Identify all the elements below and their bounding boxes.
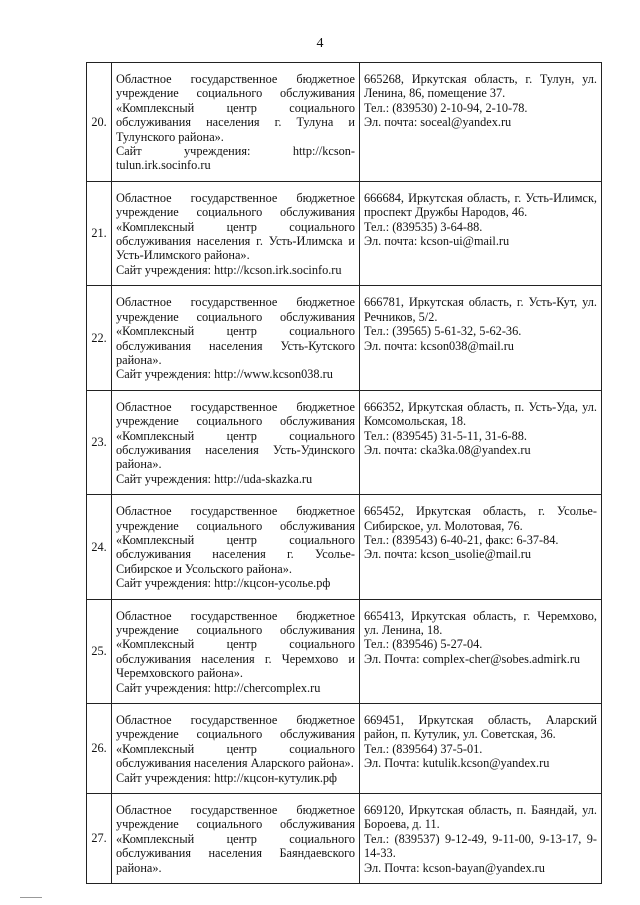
institution-website: Сайт учреждения: http://кцсон-усолье.рф <box>116 576 331 591</box>
row-number: 20. <box>87 63 112 182</box>
institution-name: Областное государственное бюджетное учреждение социального обслуживания «Комплексный центр социального обслуживания населения Аларского района». <box>116 713 355 771</box>
contact-cell <box>360 599 602 703</box>
contact-address: 669120, Иркутская область, п. Баяндай, ул. Бороева, д. 11. <box>364 803 597 832</box>
row-number: 23. <box>87 390 112 494</box>
institution-name: Областное государственное бюджетное учреждение социального обслуживания «Комплексный центр социального обслуживания населения Усть-Кутского района». <box>116 295 355 367</box>
institutions-table <box>86 62 602 884</box>
institution-cell <box>112 390 360 494</box>
row-number: 27. <box>87 794 112 884</box>
contact-cell <box>360 286 602 390</box>
table-row <box>87 599 602 703</box>
institution-website: Сайт учреждения: http://кцсон-кутулик.рф <box>116 770 338 785</box>
contact-address: 665452, Иркутская область, г. Усолье-Сибирское, ул. Молотовая, 76. <box>364 504 597 533</box>
table-row <box>87 181 602 285</box>
contact-cell <box>360 495 602 599</box>
table-row <box>87 495 602 599</box>
institution-cell <box>112 599 360 703</box>
contact-cell <box>360 63 602 182</box>
contact-email: Эл. почта: kcson_usolie@mail.ru <box>364 547 532 562</box>
table-row <box>87 704 602 794</box>
contact-phone: Тел.: (839564) 37-5-01. <box>364 741 483 756</box>
institution-name: Областное государственное бюджетное учреждение социального обслуживания «Комплексный центр социального обслуживания населения г. Усть-Илимска и Усть-Илимского района». <box>116 190 355 263</box>
table-row <box>87 794 602 884</box>
contact-phone: Тел.: (839546) 5-27-04. <box>364 637 483 652</box>
page-edge-mark <box>20 897 42 898</box>
row-number: 22. <box>87 286 112 390</box>
institution-cell <box>112 63 360 182</box>
institution-website: Сайт учреждения: http://chercomplex.ru <box>116 680 321 695</box>
row-number: 21. <box>87 181 112 285</box>
institution-cell <box>112 794 360 884</box>
institution-cell <box>112 286 360 390</box>
contact-cell <box>360 390 602 494</box>
row-number: 25. <box>87 599 112 703</box>
page-number: 4 <box>316 36 324 51</box>
institution-name: Областное государственное бюджетное учреждение социального обслуживания «Комплексный центр социального обслуживания населения г. Усолье-Сибирское и Усольского района». <box>116 504 355 576</box>
contact-phone: Тел.: (839530) 2-10-94, 2-10-78. <box>364 100 528 115</box>
contact-address: 666352, Иркутская область, п. Усть-Уда, ул. Комсомольская, 18. <box>364 399 597 429</box>
contact-email: Эл. почта: kcson038@mail.ru <box>364 338 514 353</box>
contact-phone: Тел.: (839543) 6-40-21, факс: 6-37-84. <box>364 532 559 547</box>
contact-cell <box>360 794 602 884</box>
contact-cell <box>360 181 602 285</box>
row-number: 26. <box>87 704 112 794</box>
institution-website: Сайт учреждения: http://kcson-tulun.irk.socinfo.ru <box>116 144 355 173</box>
table-row <box>87 390 602 494</box>
institution-website: Сайт учреждения: http://uda-skazka.ru <box>116 471 313 486</box>
contact-address: 669451, Иркутская область, Аларский район, п. Кутулик, ул. Советская, 36. <box>364 713 597 742</box>
contact-email: Эл. почта: soceal@yandex.ru <box>364 115 512 130</box>
contact-email: Эл. Почта: kcson-bayan@yandex.ru <box>364 860 545 875</box>
contact-email: Эл. почта: cka3ka.08@yandex.ru <box>364 442 531 457</box>
institution-name: Областное государственное бюджетное учреждение социального обслуживания «Комплексный центр социального обслуживания населения Усть-Удинского района». <box>116 399 355 472</box>
institution-website: Сайт учреждения: http://kcson.irk.socinfo.ru <box>116 262 342 277</box>
institution-website: Сайт учреждения: http://www.kcson038.ru <box>116 367 333 382</box>
contact-address: 665413, Иркутская область, г. Черемхово, ул. Ленина, 18. <box>364 608 597 637</box>
contact-cell <box>360 704 602 794</box>
institution-name: Областное государственное бюджетное учреждение социального обслуживания «Комплексный центр социального обслуживания населения г. Черемхово и Черемховского района». <box>116 608 355 681</box>
contact-address: 666781, Иркутская область, г. Усть-Кут, ул. Речников, 5/2. <box>364 295 597 324</box>
table-row <box>87 286 602 390</box>
contact-phone: Тел.: (839537) 9-12-49, 9-11-00, 9-13-17, 9-14-33. <box>364 831 597 861</box>
contact-email: Эл. Почта: kutulik.kcson@yandex.ru <box>364 756 550 771</box>
contact-phone: Тел.: (839545) 31-5-11, 31-6-88. <box>364 428 527 443</box>
table-row <box>87 63 602 182</box>
institutions-table-body <box>87 63 602 884</box>
row-number: 24. <box>87 495 112 599</box>
contact-email: Эл. Почта: complex-cher@sobes.admirk.ru <box>364 651 581 666</box>
institution-cell <box>112 704 360 794</box>
contact-address: 665268, Иркутская область, г. Тулун, ул. Ленина, 86, помещение 37. <box>364 72 597 101</box>
contact-phone: Тел.: (839535) 3-64-88. <box>364 219 483 234</box>
contact-address: 666684, Иркутская область, г. Усть-Илимск, проспект Дружбы Народов, 46. <box>364 190 597 220</box>
institution-cell <box>112 495 360 599</box>
contact-email: Эл. почта: kcson-ui@mail.ru <box>364 234 510 249</box>
institution-name: Областное государственное бюджетное учреждение социального обслуживания «Комплексный центр социального обслуживания населения Баяндаевского района». <box>116 803 355 875</box>
institution-cell <box>112 181 360 285</box>
institution-name: Областное государственное бюджетное учреждение социального обслуживания «Комплексный центр социального обслуживания населения г. Тулуна и Тулунского района». <box>116 72 355 144</box>
contact-phone: Тел.: (39565) 5-61-32, 5-62-36. <box>364 324 522 339</box>
